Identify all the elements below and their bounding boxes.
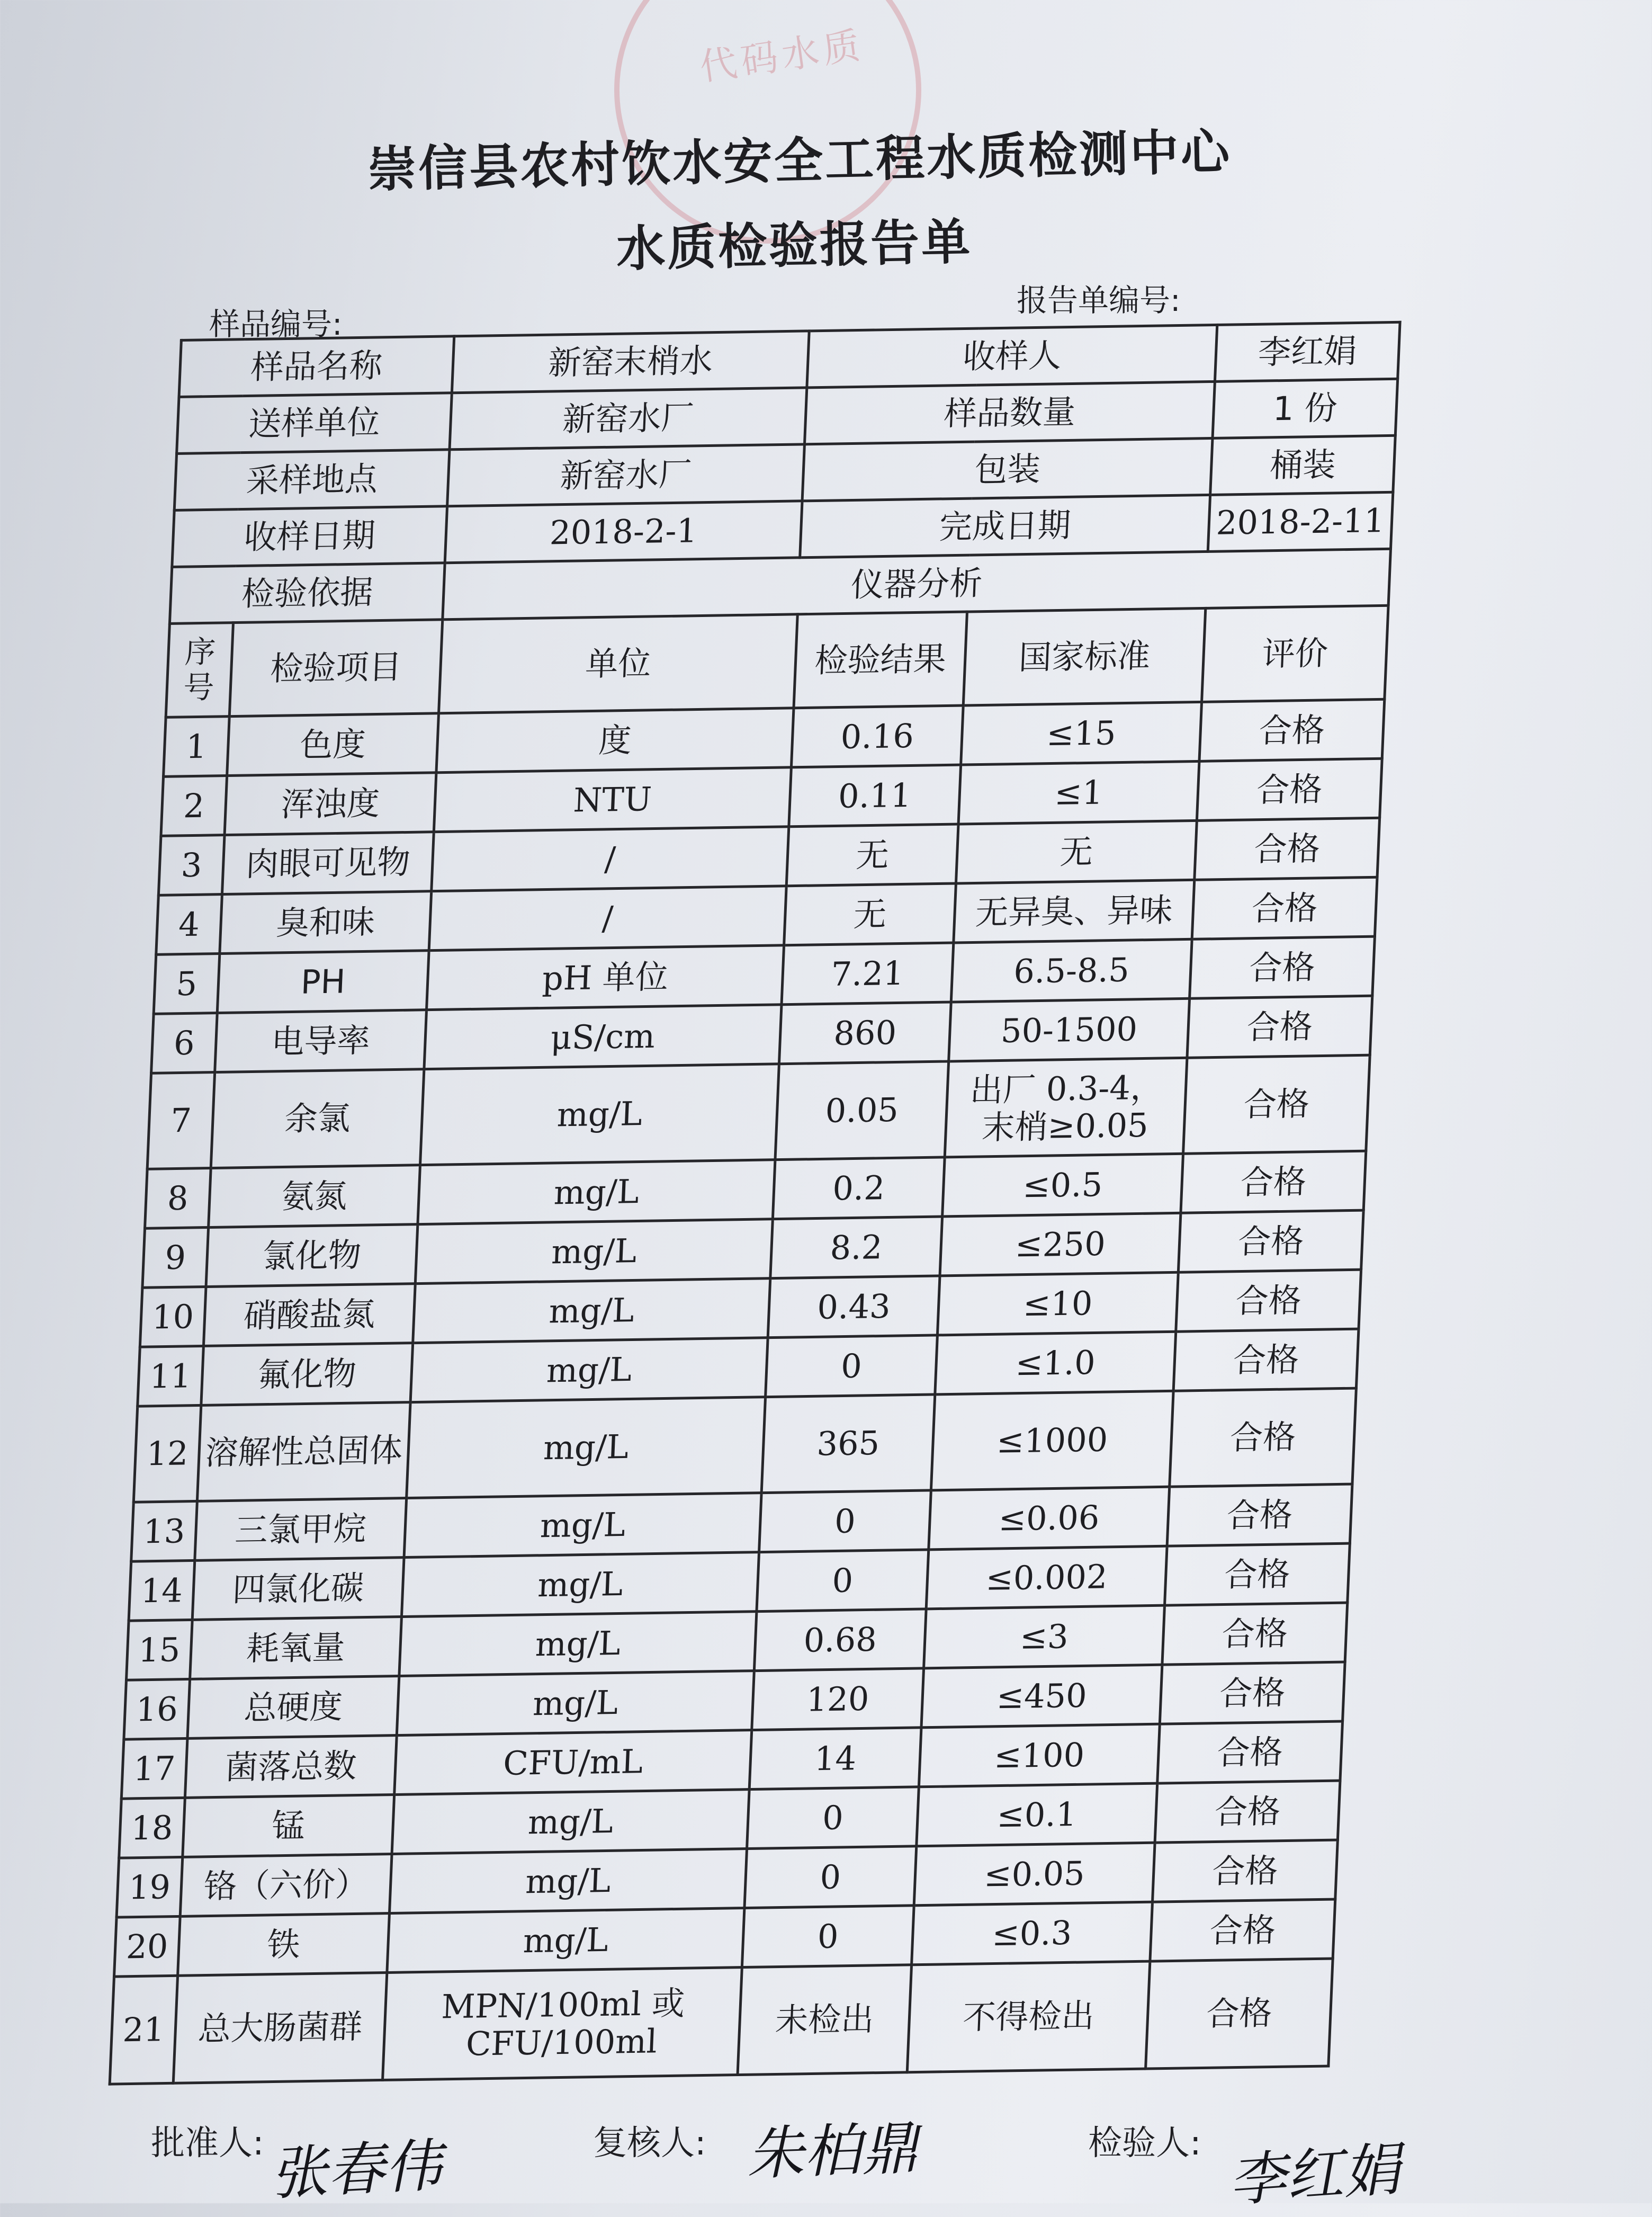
cell-standard	[945, 1058, 1187, 1157]
table-row	[133, 1388, 1356, 1502]
cell-standard	[931, 1391, 1173, 1490]
quantity-label: 样品数量	[804, 381, 1215, 444]
cell-no	[131, 1501, 197, 1561]
cell-unit-text: mg/L	[545, 1349, 633, 1390]
cell-no-text: 4	[177, 905, 201, 944]
cell-eval	[1157, 1721, 1343, 1783]
cell-eval	[1146, 1959, 1333, 2069]
cell-standard	[907, 1961, 1150, 2072]
cell-no-text: 6	[173, 1023, 196, 1063]
cell-standard	[914, 1843, 1155, 1906]
cell-result	[744, 1846, 917, 1908]
cell-eval	[1160, 1662, 1345, 1724]
cell-no	[156, 895, 222, 955]
cell-result	[770, 1217, 942, 1279]
cell-unit	[436, 708, 794, 773]
cell-unit-text: mg/L	[551, 1231, 638, 1272]
report-subtitle: 水质检验报告单	[616, 213, 973, 278]
cell-result-text: 0.16	[840, 716, 915, 756]
sender-label: 送样单位	[177, 393, 452, 454]
col-header-eval: 评价	[1202, 605, 1389, 702]
cell-result-text: 860	[833, 1013, 897, 1053]
cell-item	[209, 1165, 420, 1228]
cell-standard-text: ≤100	[993, 1735, 1085, 1776]
cell-result-text: 0.11	[837, 775, 912, 816]
cell-standard-text: 6.5-8.5	[1013, 950, 1130, 991]
table-row	[147, 1055, 1370, 1169]
cell-standard-text: 无	[1059, 832, 1094, 872]
cell-unit	[427, 945, 784, 1010]
cell-item-text: 耗氧量	[245, 1628, 346, 1668]
cell-item-text: 硝酸盐氮	[243, 1294, 376, 1335]
sample-name-value: 新窑末梢水	[452, 331, 809, 393]
cell-unit-text: mg/L	[532, 1683, 619, 1723]
cell-no-text: 3	[180, 845, 203, 885]
cell-standard	[940, 1213, 1181, 1276]
cell-standard-text: ≤3	[1019, 1617, 1070, 1657]
cell-standard	[949, 998, 1190, 1061]
cell-item	[190, 1617, 402, 1679]
cell-no	[121, 1738, 187, 1799]
cell-item-text: 铬（六价）	[203, 1864, 369, 1906]
tester-signature: 李红娟	[1226, 2136, 1403, 2215]
cell-unit-text: mg/L	[542, 1427, 630, 1468]
cell-unit	[401, 1552, 759, 1617]
cell-item-text: 色度	[299, 725, 367, 764]
receive-date-value: 2018-2-1	[445, 501, 802, 563]
cell-unit	[420, 1064, 779, 1165]
report-table	[109, 321, 1402, 2086]
cell-standard-text: ≤1000	[995, 1420, 1109, 1461]
cell-eval	[1195, 818, 1380, 880]
cell-item-text: 总大肠菌群	[197, 2007, 363, 2049]
cell-result-text: 0.68	[803, 1620, 878, 1660]
cell-unit	[424, 1005, 782, 1069]
cell-result	[754, 1609, 926, 1671]
cell-unit	[413, 1279, 770, 1343]
cell-standard-text: ≤1	[1054, 773, 1104, 812]
cell-result-text: 0	[816, 1917, 840, 1956]
cell-no	[140, 1286, 206, 1347]
cell-result	[738, 1965, 912, 2075]
cell-standard	[917, 1783, 1157, 1846]
cell-standard-text: ≤250	[1014, 1224, 1107, 1265]
cell-unit	[415, 1219, 773, 1284]
cell-eval-text: 合格	[1243, 1084, 1310, 1124]
cell-result	[773, 1157, 945, 1219]
cell-eval-text: 合格	[1248, 947, 1316, 988]
cell-unit	[397, 1671, 754, 1736]
cell-eval-text: 合格	[1205, 1993, 1273, 2034]
cell-result-text: 无	[855, 835, 890, 875]
cell-eval-text: 合格	[1229, 1417, 1297, 1458]
cell-no	[110, 1975, 177, 2084]
stamp-text: 代码水质	[697, 23, 867, 90]
cell-item-text: 铁	[266, 1925, 301, 1964]
cell-unit	[434, 767, 791, 832]
cell-standard	[937, 1272, 1178, 1335]
cell-unit	[418, 1160, 775, 1224]
cell-result-text: 0.2	[831, 1168, 886, 1208]
cell-standard	[958, 761, 1199, 824]
cell-eval	[1173, 1329, 1359, 1391]
col-header-unit: 单位	[439, 614, 798, 713]
cell-result-text: 7.21	[830, 953, 905, 994]
cell-item	[211, 1069, 424, 1168]
cell-unit	[410, 1338, 768, 1402]
cell-item	[180, 1854, 392, 1917]
cell-result-text: 14	[813, 1738, 857, 1778]
cell-eval	[1162, 1603, 1348, 1665]
cell-result-text: 未检出	[774, 1999, 875, 2040]
cell-eval	[1192, 877, 1377, 939]
basis-value: 仪器分析	[443, 549, 1391, 619]
cell-no	[151, 1013, 218, 1074]
cell-eval-text: 合格	[1221, 1614, 1289, 1653]
cell-no-text: 14	[140, 1571, 184, 1611]
cell-item	[195, 1498, 407, 1561]
cell-item-text: 肉眼可见物	[245, 842, 411, 884]
cell-result	[757, 1550, 929, 1612]
cell-no	[147, 1072, 215, 1169]
cell-item	[192, 1558, 404, 1620]
cell-eval-text: 合格	[1237, 1221, 1305, 1261]
package-label: 包装	[802, 438, 1213, 500]
cell-standard-text: 50-1500	[1000, 1009, 1138, 1050]
cell-standard	[961, 702, 1202, 765]
cell-standard-text: ≤15	[1046, 713, 1117, 754]
cell-unit	[429, 886, 786, 951]
cell-standard	[956, 820, 1197, 883]
cell-standard	[942, 1154, 1183, 1217]
cell-unit-text: pH 单位	[541, 957, 669, 998]
cell-unit-text: mg/L	[553, 1172, 640, 1212]
cell-no	[133, 1405, 201, 1502]
basis-label: 检验依据	[169, 563, 445, 624]
cell-standard-text: 出厂 0.3-4，	[969, 1068, 1164, 1110]
cell-no-text: 17	[132, 1749, 176, 1789]
cell-no-text: 15	[137, 1630, 181, 1670]
cell-result-text: 0.43	[816, 1286, 892, 1327]
cell-eval-text: 合格	[1216, 1732, 1284, 1772]
cell-unit-text: 度	[597, 720, 633, 760]
cell-standard	[935, 1331, 1176, 1394]
sample-number-label: 样品编号:	[209, 306, 343, 342]
cell-eval	[1176, 1270, 1361, 1331]
cell-unit-text: mg/L	[537, 1564, 624, 1605]
cell-item	[227, 713, 439, 776]
cell-eval	[1155, 1781, 1340, 1843]
cell-eval-text: 合格	[1214, 1792, 1281, 1831]
cell-standard	[921, 1665, 1162, 1728]
reviewer-signature: 朱柏鼎	[746, 2115, 920, 2188]
cell-eval-text: 合格	[1255, 770, 1323, 810]
cell-unit-text: NTU	[572, 780, 653, 820]
cell-no	[145, 1168, 211, 1229]
cell-item-text: 菌落总数	[224, 1746, 357, 1787]
cell-result-text: 0	[833, 1501, 857, 1541]
cell-no-text: 13	[142, 1512, 186, 1551]
cell-standard	[954, 880, 1195, 943]
cell-no-text: 2	[183, 786, 205, 826]
cell-standard-text: ≤0.5	[1022, 1165, 1103, 1205]
cell-eval	[1153, 1840, 1338, 1902]
report-title: 崇信县农村饮水安全工程水质检测中心	[367, 123, 1233, 199]
cell-standard	[912, 1902, 1153, 1965]
location-value: 新窑水厂	[447, 444, 805, 506]
cell-result	[749, 1728, 921, 1790]
cell-eval	[1183, 1055, 1370, 1154]
cell-eval-text: 合格	[1246, 1007, 1314, 1047]
cell-item-text: 浑浊度	[280, 783, 381, 824]
cell-item	[215, 1010, 427, 1072]
cell-no	[154, 954, 220, 1014]
cell-no-text: 11	[149, 1356, 193, 1396]
cell-eval	[1197, 758, 1382, 820]
cell-no	[138, 1346, 204, 1406]
cell-no	[161, 776, 227, 836]
quantity-value: 1 份	[1213, 379, 1398, 438]
cell-unit	[392, 1790, 749, 1854]
table-row	[110, 1959, 1333, 2084]
cell-eval-text: 合格	[1232, 1340, 1300, 1380]
cell-unit-text: /	[604, 839, 617, 879]
cell-eval-text: 合格	[1223, 1554, 1291, 1594]
cell-item-text: 氯化物	[262, 1235, 362, 1276]
cell-item	[217, 951, 429, 1013]
cell-no	[158, 835, 225, 896]
cell-item	[201, 1343, 413, 1406]
cell-unit-text: mg/L	[534, 1623, 622, 1664]
cell-standard-text: 不得检出	[962, 1996, 1096, 2037]
cell-no-text: 18	[130, 1808, 174, 1848]
col-header-no: 序号	[166, 623, 233, 718]
cell-item-text: 余氯	[284, 1098, 352, 1139]
cell-result-text: 0	[819, 1857, 842, 1897]
cell-unit-text: mg/L	[556, 1094, 643, 1134]
cell-no	[119, 1798, 185, 1858]
package-value: 桶装	[1210, 435, 1396, 495]
cell-eval	[1165, 1543, 1350, 1605]
cell-result-text: 0.05	[824, 1090, 900, 1131]
cell-result	[768, 1276, 940, 1338]
col-header-standard: 国家标准	[963, 608, 1206, 705]
cell-unit	[383, 1968, 742, 2080]
cell-eval-text: 合格	[1240, 1162, 1307, 1202]
cell-eval	[1150, 1899, 1335, 1961]
cell-eval-text: 合格	[1211, 1851, 1279, 1891]
cell-standard-text: ≤1.0	[1014, 1343, 1097, 1383]
cell-result	[761, 1394, 935, 1493]
sender-value: 新窑水厂	[450, 388, 807, 450]
cell-result	[766, 1335, 938, 1397]
cell-eval-text: 合格	[1253, 829, 1321, 869]
cell-item-text: 电导率	[271, 1021, 371, 1061]
cell-result	[782, 943, 954, 1005]
cell-result-text: 120	[805, 1679, 870, 1719]
cell-eval-text: 合格	[1209, 1910, 1277, 1950]
cell-item	[203, 1284, 415, 1346]
cell-item-text: 总硬度	[243, 1687, 344, 1728]
cell-standard	[929, 1487, 1170, 1550]
cell-unit-text: CFU/mL	[502, 1741, 644, 1783]
cell-unit-text: mg/L	[548, 1290, 635, 1331]
cell-eval-text: 合格	[1218, 1673, 1286, 1713]
cell-result	[786, 824, 958, 886]
cell-standard	[919, 1724, 1160, 1787]
cell-no-text: 8	[166, 1178, 190, 1218]
cell-standard-text-line2: 末梢≥0.05	[981, 1105, 1150, 1147]
cell-unit-text: MPN/100ml 或	[441, 1983, 686, 2026]
cell-item	[183, 1795, 394, 1857]
tester-label: 检验人:	[1088, 2124, 1201, 2163]
cell-item-text: 四氯化碳	[231, 1568, 365, 1609]
cell-no	[116, 1857, 183, 1917]
cell-no-text: 20	[125, 1927, 169, 1966]
cell-unit	[394, 1730, 752, 1795]
cell-item	[197, 1402, 410, 1501]
cell-unit	[404, 1493, 761, 1558]
cell-no-text: 16	[135, 1689, 179, 1729]
cell-no-text: 7	[169, 1101, 193, 1140]
cell-result	[775, 1061, 949, 1160]
cell-item-text: 溶解性总固体	[204, 1431, 403, 1473]
cell-item	[185, 1736, 397, 1798]
done-date-label: 完成日期	[800, 495, 1210, 557]
cell-result-text: 0	[840, 1346, 863, 1385]
cell-result	[759, 1490, 931, 1552]
cell-no-text: 9	[164, 1238, 187, 1277]
col-header-result: 检验结果	[794, 612, 967, 708]
cell-unit-text: mg/L	[525, 1861, 612, 1901]
cell-eval	[1187, 996, 1372, 1058]
cell-unit-text: /	[601, 898, 614, 938]
cell-result	[752, 1668, 924, 1730]
cell-result-text: 无	[852, 895, 887, 934]
cell-standard-text: ≤0.06	[998, 1498, 1100, 1539]
cell-standard-text: 无异臭、异味	[974, 890, 1173, 932]
cell-eval-text: 合格	[1258, 710, 1326, 750]
cell-unit-text: mg/L	[527, 1801, 614, 1842]
reviewer-label: 复核人:	[593, 2124, 706, 2163]
cell-result	[779, 1002, 951, 1064]
cell-result-text: 0	[831, 1561, 854, 1600]
cell-no-text: 12	[146, 1434, 190, 1473]
cell-eval	[1181, 1151, 1366, 1213]
cell-item	[222, 832, 434, 895]
receiver-label: 收样人	[807, 325, 1217, 387]
cell-no-text: 10	[151, 1297, 195, 1337]
cell-item	[178, 1913, 390, 1975]
cell-eval	[1190, 936, 1375, 998]
cell-item-text: 臭和味	[275, 902, 376, 943]
cell-no	[129, 1560, 195, 1621]
cell-result	[791, 705, 963, 767]
cell-no-text: 5	[175, 964, 198, 1004]
column-header-row	[166, 605, 1388, 717]
cell-result	[747, 1787, 919, 1849]
cell-unit	[389, 1849, 747, 1914]
receive-date-label: 收样日期	[172, 506, 447, 567]
cell-no	[114, 1916, 180, 1977]
cell-standard-text: ≤450	[995, 1676, 1088, 1717]
cell-no	[142, 1227, 209, 1288]
cell-unit	[432, 827, 789, 891]
cell-no-text: 1	[185, 727, 208, 766]
report-number-label: 报告单编号:	[1017, 282, 1181, 318]
cell-unit	[387, 1908, 744, 1973]
receiver-value: 李红娟	[1215, 322, 1400, 381]
cell-item	[225, 773, 436, 835]
cell-unit	[399, 1612, 757, 1676]
approver-label: 批准人:	[151, 2124, 264, 2163]
cell-eval-text: 合格	[1251, 888, 1318, 928]
cell-item	[220, 891, 432, 954]
cell-result	[789, 765, 961, 827]
cell-no	[164, 717, 230, 777]
cell-item	[206, 1224, 418, 1287]
cell-unit	[407, 1397, 766, 1498]
cell-eval	[1199, 699, 1385, 761]
approver-signature: 张春伟	[268, 2132, 444, 2208]
cell-result-text: 8.2	[829, 1227, 884, 1267]
cell-eval-text: 合格	[1235, 1281, 1303, 1320]
cell-unit-text: μS/cm	[550, 1016, 656, 1057]
cell-item-text: 锰	[271, 1806, 306, 1846]
cell-eval-text: 合格	[1226, 1495, 1294, 1535]
report-table-wrapper	[109, 321, 1399, 2086]
cell-result	[784, 883, 956, 945]
cell-standard-text: ≤0.05	[983, 1854, 1086, 1894]
cell-standard	[951, 939, 1192, 1002]
cell-unit-text-line2: CFU/100ml	[465, 2022, 658, 2063]
cell-eval	[1178, 1210, 1363, 1272]
cell-item-text: 三氯甲烷	[234, 1509, 367, 1550]
cell-result-text: 0	[821, 1798, 845, 1837]
cell-result	[742, 1906, 914, 1968]
cell-standard-text: ≤10	[1022, 1283, 1093, 1324]
cell-eval	[1167, 1484, 1352, 1546]
cell-item	[173, 1972, 387, 2083]
cell-item	[187, 1676, 399, 1739]
cell-standard-text: ≤0.3	[991, 1913, 1073, 1953]
cell-no	[126, 1620, 192, 1680]
cell-unit-text: mg/L	[522, 1920, 609, 1961]
cell-unit-text: mg/L	[539, 1505, 626, 1545]
cell-result-text: 365	[816, 1424, 881, 1463]
cell-standard	[926, 1546, 1167, 1609]
cell-no-text: 19	[128, 1867, 172, 1907]
cell-eval	[1170, 1388, 1357, 1487]
location-label: 采样地点	[174, 450, 450, 511]
col-header-item: 检验项目	[229, 620, 443, 717]
cell-standard-text: ≤0.002	[985, 1557, 1108, 1598]
cell-item-text: 氟化物	[257, 1354, 357, 1394]
cell-standard	[924, 1605, 1165, 1668]
cell-no	[124, 1679, 190, 1739]
sample-name-label: 样品名称	[179, 336, 454, 397]
cell-no-text: 21	[122, 2010, 166, 2050]
done-date-value: 2018-2-11	[1208, 492, 1393, 551]
cell-item-text: PH	[300, 962, 346, 1002]
cell-standard-text: ≤0.1	[996, 1794, 1078, 1835]
cell-item-text: 氨氮	[281, 1176, 348, 1216]
